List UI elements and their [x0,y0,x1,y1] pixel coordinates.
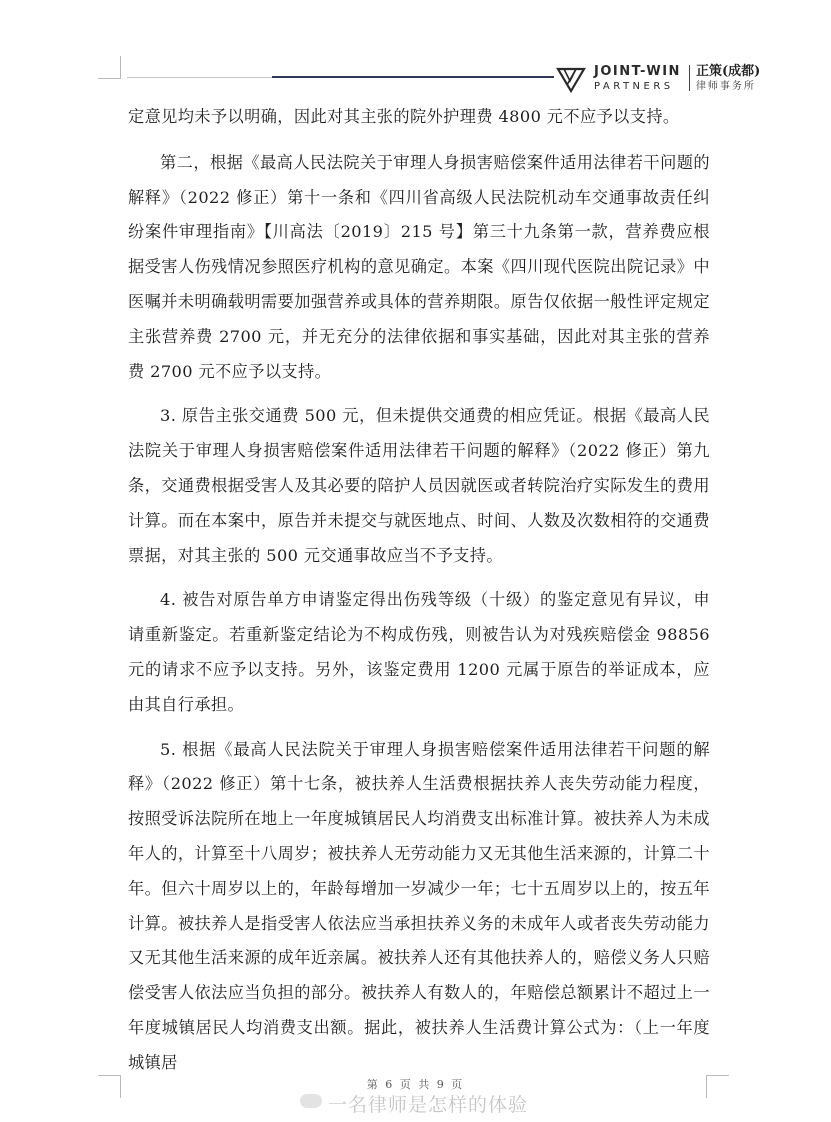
logo-english [594,65,681,92]
crop-mark-top-left [98,56,121,79]
document-body [128,100,710,1091]
logo-chinese-line2: 律师事务所 [695,80,756,92]
logo-english-line1: JOINT-WIN [594,63,681,79]
paragraph-transport-fee: 3. 原告主张交通费 500 元，但未提供交通费的相应凭证。根据《最高人民法院关于审理人身损害赔偿案件适用法律若干问题的解释》（2022 修正）第九条，交通费根据受害人及其必要的陪护人员因就医或者转院治疗实际发生的费用计算。而在本案中，原告并未提交与就医地点、时间、人数及次数相符的交通费票据，对其主张的 500 元交通事故应当不予支持。 [128,406,710,565]
logo-chinese-line1: 正策(成都) [695,63,761,79]
watermark-badge [300,1094,322,1108]
paragraph-disability-appraisal: 4. 被告对原告单方申请鉴定得出伤残等级（十级）的鉴定意见有异议，申请重新鉴定。若重新鉴定结论为不构成伤残，则被告认为对残疾赔偿金 98856 元的请求不应予以支持。另外，该鉴定费用 1200 元属于原告的举证成本，应由其自行承担。 [128,590,710,714]
watermark-text: 一名律师是怎样的体验 [328,1094,529,1116]
header-rule-accent [272,76,554,78]
logo-divider [689,65,690,91]
logo-english-line2: PARTNERS [594,80,674,92]
joint-win-logo-mark-icon [556,63,586,93]
paragraph-dependent-living-expenses: 5. 根据《最高人民法院关于审理人身损害赔偿案件适用法律若干问题的解释》（2022 修正）第十七条，被扶养人生活费根据扶养人丧失劳动能力程度，按照受诉法院所在地上一年度城镇居民人均消费支出标准计算。被扶养人为未成年人的，计算至十八周岁；被扶养人无劳动能力又无其他生活来源的，计算二十年。但六十周岁以上的，年龄每增加一岁减少一年；七十五周岁以上的，按五年计算。被扶养人是指受害人依法应当承担扶养义务的未成年人或者丧失劳动能力又无其他生活来源的成年近亲属。被扶养人还有其他扶养人的，赔偿义务人只赔偿受害人依法应当负担的部分。被扶养人有数人的，年赔偿总额累计不超过上一年度城镇居民人均消费支出额。据此，被扶养人生活费计算公式为：（上一年度城镇居 [128,739,710,1072]
page-number: 第 6 页 共 9 页 [366,1078,465,1091]
paragraph-nutrition-fee: 第二，根据《最高人民法院关于审理人身损害赔偿案件适用法律若干问题的解释》（2022 修正）第十一条和《四川省高级人民法院机动车交通事故责任纠纷案件审理指南》【川高法〔2019〕215 号】第三十九条第一款，营养费应根据受害人伤残情况参照医疗机构的意见确定。本案《四川现代医院出院记录》中医嘱并未明确载明需要加强营养或具体的营养期限。原告仅依据一般性评定规定主张营养费 2700 元，并无充分的法律依据和事实基础，因此对其主张的营养费 2700 元不应予以支持。 [128,152,710,381]
paragraph-continuation: 定意见均未予以明确，因此对其主张的院外护理费 4800 元不应予以支持。 [128,107,680,126]
header-rule [127,77,272,78]
logo-chinese [696,65,760,92]
firm-logo [556,62,760,94]
